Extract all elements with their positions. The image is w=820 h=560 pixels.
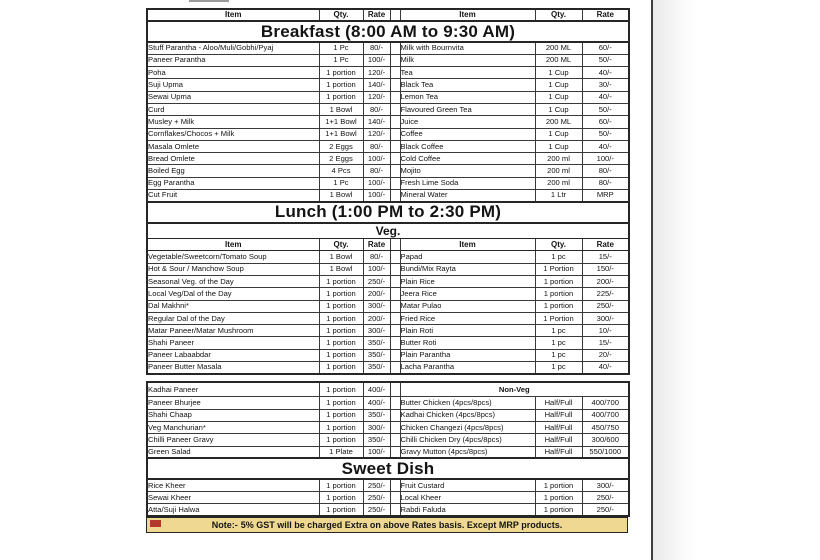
item-cell: Paneer Parantha [147, 54, 319, 66]
rate-cell: 80/- [363, 42, 390, 54]
item-cell: Milk [400, 54, 535, 66]
item-cell: Juice [400, 116, 535, 128]
item-cell: Boiled Egg [147, 165, 319, 177]
column-divider [390, 91, 400, 103]
menu-row [147, 312, 629, 324]
rate-cell: 100/- [363, 153, 390, 165]
item-cell: Chilli Paneer Gravy [147, 434, 319, 446]
gst-note-bar [146, 517, 628, 533]
rate-cell: 40/- [582, 140, 629, 152]
rate-cell: 300/- [363, 300, 390, 312]
item-cell: Sewai Upma [147, 91, 319, 103]
item-cell: Cornflakes/Chocos + Milk [147, 128, 319, 140]
item-cell: Kadhai Paneer [147, 382, 319, 397]
item-cell: Seasonal Veg. of the Day [147, 275, 319, 287]
item-cell: Matar Paneer/Matar Mushroom [147, 325, 319, 337]
item-cell: Vegetable/Sweetcorn/Tomato Soup [147, 251, 319, 263]
item-cell: Green Salad [147, 446, 319, 458]
qty-cell: 4 Pcs [319, 165, 363, 177]
qty-cell: 1 Portion [535, 263, 582, 275]
rate-cell: 20/- [582, 349, 629, 361]
rate-cell: 50/- [582, 54, 629, 66]
menu-row [147, 397, 629, 409]
qty-cell: 1 portion [319, 349, 363, 361]
column-divider [390, 165, 400, 177]
column-divider [390, 479, 400, 491]
item-cell: Tea [400, 67, 535, 79]
menu-row [147, 288, 629, 300]
title-row [147, 202, 629, 223]
item-cell: Plain Roti [400, 325, 535, 337]
column-divider [390, 382, 400, 397]
rate-cell: 100/- [363, 54, 390, 66]
rate-cell: 80/- [363, 140, 390, 152]
qty-cell: 1 portion [535, 275, 582, 287]
menu-row [147, 349, 629, 361]
qty-cell: 1 portion [535, 492, 582, 504]
menu-row [147, 177, 629, 189]
note-prefix: Note:- [211, 520, 238, 531]
menu-row [147, 492, 629, 504]
qty-cell: 200 ML [535, 54, 582, 66]
item-cell: Chicken Changezi (4pcs/8pcs) [400, 421, 535, 433]
rate-cell: 350/- [363, 349, 390, 361]
menu-row [147, 91, 629, 103]
item-cell: Black Coffee [400, 140, 535, 152]
rate-cell: 250/- [582, 492, 629, 504]
qty-cell: 1 Cup [535, 128, 582, 140]
qty-cell: Half/Full [535, 446, 582, 458]
menu-row [147, 263, 629, 275]
rate-cell: 40/- [582, 91, 629, 103]
column-divider [390, 275, 400, 287]
rate-cell: 15/- [582, 337, 629, 349]
column-divider [390, 492, 400, 504]
qty-cell: 1 Cup [535, 140, 582, 152]
qty-cell: 1 pc [535, 251, 582, 263]
qty-cell: 1 Cup [535, 79, 582, 91]
rate-cell: 225/- [582, 288, 629, 300]
rate-cell: 80/- [363, 251, 390, 263]
qty-cell: 1 portion [319, 325, 363, 337]
column-header: Rate [582, 239, 629, 251]
item-cell: Chilli Chicken Dry (4pcs/8pcs) [400, 434, 535, 446]
item-cell: Jeera Rice [400, 288, 535, 300]
column-header: Item [400, 239, 535, 251]
column-divider [390, 288, 400, 300]
rate-cell: 250/- [363, 275, 390, 287]
item-cell: Curd [147, 103, 319, 115]
rate-cell: 150/- [582, 263, 629, 275]
rate-cell: 350/- [363, 362, 390, 374]
item-cell: Hot & Sour / Manchow Soup [147, 263, 319, 275]
rate-cell: 250/- [363, 492, 390, 504]
qty-cell: 1 portion [319, 67, 363, 79]
qty-cell: 1 portion [319, 421, 363, 433]
rate-cell: 250/- [363, 504, 390, 516]
qty-cell: 1 portion [319, 504, 363, 516]
section-title: Lunch (1:00 PM to 2:30 PM) [147, 202, 629, 223]
item-cell: Matar Pulao [400, 300, 535, 312]
item-cell: Plain Rice [400, 275, 535, 287]
menu-row [147, 165, 629, 177]
rate-cell: 400/700 [582, 397, 629, 409]
column-divider [390, 9, 400, 21]
column-divider [390, 300, 400, 312]
rate-cell: 350/- [363, 337, 390, 349]
qty-cell: 1 Cup [535, 91, 582, 103]
qty-cell: 1 Bowl [319, 103, 363, 115]
qty-cell: 1 Cup [535, 103, 582, 115]
rate-cell: 400/- [363, 382, 390, 397]
item-cell: Butter Roti [400, 337, 535, 349]
rate-cell: 300/- [363, 421, 390, 433]
qty-cell: 1 portion [319, 434, 363, 446]
rate-cell: 60/- [582, 116, 629, 128]
rate-cell: 60/- [582, 42, 629, 54]
head-row [147, 9, 629, 21]
rate-cell: 550/1000 [582, 446, 629, 458]
menu-row [147, 362, 629, 374]
qty-cell: 1 portion [319, 382, 363, 397]
rate-cell: 10/- [582, 325, 629, 337]
item-cell: Bread Omlete [147, 153, 319, 165]
column-header: Rate [363, 239, 390, 251]
column-divider [390, 337, 400, 349]
page-edge-shadow [653, 0, 699, 560]
column-divider [390, 349, 400, 361]
item-cell: Mineral Water [400, 190, 535, 202]
rate-cell: 50/- [582, 128, 629, 140]
qty-cell: 1 portion [319, 409, 363, 421]
item-cell: Dal Makhni* [147, 300, 319, 312]
qty-cell: 1 portion [319, 288, 363, 300]
item-cell: Musley + Milk [147, 116, 319, 128]
rate-cell: 80/- [363, 165, 390, 177]
qty-cell: 1+1 Bowl [319, 116, 363, 128]
item-cell: Plain Parantha [400, 349, 535, 361]
column-divider [390, 190, 400, 202]
rate-cell: 30/- [582, 79, 629, 91]
column-divider [390, 42, 400, 54]
rate-cell: 15/- [582, 251, 629, 263]
title-row [147, 458, 629, 479]
column-divider [390, 409, 400, 421]
column-divider [390, 504, 400, 516]
qty-cell: 1 Pc [319, 54, 363, 66]
rate-cell: 100/- [363, 446, 390, 458]
qty-cell: 1 pc [535, 362, 582, 374]
menu-row [147, 446, 629, 458]
rate-cell: 80/- [582, 165, 629, 177]
rate-cell: 200/- [363, 312, 390, 324]
item-cell: Butter Chicken (4pcs/8pcs) [400, 397, 535, 409]
item-cell: Paneer Bhurjee [147, 397, 319, 409]
item-cell: Black Tea [400, 79, 535, 91]
menu-table [146, 381, 630, 517]
column-divider [390, 79, 400, 91]
rate-cell: 100/- [363, 190, 390, 202]
menu-row [147, 79, 629, 91]
rate-cell: 120/- [363, 128, 390, 140]
item-cell: Suji Upma [147, 79, 319, 91]
section-title: Sweet Dish [147, 458, 629, 479]
menu-row [147, 140, 629, 152]
item-cell: Egg Parantha [147, 177, 319, 189]
column-divider [390, 177, 400, 189]
rate-cell: 200/- [363, 288, 390, 300]
column-divider [390, 67, 400, 79]
rate-cell: 50/- [582, 103, 629, 115]
rate-cell: 300/- [582, 312, 629, 324]
item-cell: Bundi/Mix Rayta [400, 263, 535, 275]
nv-row [147, 382, 629, 397]
qty-cell: 1 Portion [535, 312, 582, 324]
qty-cell: 200 ml [535, 153, 582, 165]
rate-cell: 100/- [363, 263, 390, 275]
menu-row [147, 300, 629, 312]
rate-cell: 400/- [363, 397, 390, 409]
item-cell: Shahi Paneer [147, 337, 319, 349]
qty-cell: 1 portion [319, 312, 363, 324]
column-header: Item [147, 239, 319, 251]
qty-cell: 1 Plate [319, 446, 363, 458]
qty-cell: 1 portion [319, 91, 363, 103]
column-divider [390, 312, 400, 324]
column-header: Item [400, 9, 535, 21]
column-divider [390, 446, 400, 458]
rate-cell: 40/- [582, 67, 629, 79]
qty-cell: 1 pc [535, 337, 582, 349]
qty-cell: 1 portion [535, 288, 582, 300]
item-cell: Veg Manchurian* [147, 421, 319, 433]
column-header: Qty. [535, 9, 582, 21]
item-cell: Cut Fruit [147, 190, 319, 202]
column-divider [390, 434, 400, 446]
column-divider [390, 421, 400, 433]
head-row [147, 239, 629, 251]
item-cell: Fresh Lime Soda [400, 177, 535, 189]
menu-row [147, 128, 629, 140]
qty-cell: 1 Ltr [535, 190, 582, 202]
qty-cell: 1 Bowl [319, 263, 363, 275]
item-cell: Cold Coffee [400, 153, 535, 165]
rate-cell: 350/- [363, 409, 390, 421]
rate-cell: 350/- [363, 434, 390, 446]
item-cell: Milk with Bournvita [400, 42, 535, 54]
rate-cell: 200/- [582, 275, 629, 287]
item-cell: Regular Dal of the Day [147, 312, 319, 324]
rate-cell: 140/- [363, 79, 390, 91]
qty-cell: 200 ml [535, 165, 582, 177]
title-row [147, 21, 629, 42]
rate-cell: 120/- [363, 67, 390, 79]
item-cell: Atta/Suji Halwa [147, 504, 319, 516]
rate-cell: 100/- [363, 177, 390, 189]
item-cell: Lacha Parantha [400, 362, 535, 374]
item-cell: Papad [400, 251, 535, 263]
qty-cell: Half/Full [535, 421, 582, 433]
sub-row [147, 223, 629, 239]
column-divider [390, 239, 400, 251]
note-red-mark [150, 520, 161, 527]
qty-cell: 1 Cup [535, 67, 582, 79]
note-text: 5% GST will be charged Extra on above Rates basis. Except MRP products. [240, 520, 563, 531]
qty-cell: 1 portion [535, 504, 582, 516]
menu-row [147, 479, 629, 491]
menu-row [147, 337, 629, 349]
menu-row [147, 116, 629, 128]
rate-cell: 140/- [363, 116, 390, 128]
qty-cell: 1 portion [319, 492, 363, 504]
qty-cell: 1 portion [319, 479, 363, 491]
item-cell: Kadhai Chicken (4pcs/8pcs) [400, 409, 535, 421]
rate-cell: 300/600 [582, 434, 629, 446]
qty-cell: 2 Eggs [319, 140, 363, 152]
rate-cell: 300/- [582, 479, 629, 491]
item-cell: Fried Rice [400, 312, 535, 324]
item-cell: Masala Omlete [147, 140, 319, 152]
item-cell: Gravy Mutton (4pcs/8pcs) [400, 446, 535, 458]
rate-cell: 450/750 [582, 421, 629, 433]
qty-cell: 1 pc [535, 349, 582, 361]
menu-row [147, 54, 629, 66]
qty-cell: 1 portion [319, 275, 363, 287]
column-divider [390, 362, 400, 374]
rate-cell: 250/- [582, 504, 629, 516]
menu-row [147, 103, 629, 115]
menu-row [147, 421, 629, 433]
item-cell: Sewai Kheer [147, 492, 319, 504]
qty-cell: 1 portion [535, 479, 582, 491]
section-title: Breakfast (8:00 AM to 9:30 AM) [147, 21, 629, 42]
item-cell: Local Kheer [400, 492, 535, 504]
qty-cell: 200 ml [535, 177, 582, 189]
qty-cell: 1 portion [319, 362, 363, 374]
column-divider [390, 54, 400, 66]
menu-row [147, 153, 629, 165]
qty-cell: 200 ML [535, 116, 582, 128]
column-divider [390, 116, 400, 128]
qty-cell: 1 Pc [319, 42, 363, 54]
item-cell: Flavoured Green Tea [400, 103, 535, 115]
item-cell: Stuff Parantha - Aloo/Muli/Gobhi/Pyaj [147, 42, 319, 54]
item-cell: Paneer Butter Masala [147, 362, 319, 374]
qty-cell: 2 Eggs [319, 153, 363, 165]
rate-cell: 250/- [582, 300, 629, 312]
rate-cell: MRP [582, 190, 629, 202]
rate-cell: 100/- [582, 153, 629, 165]
column-header: Qty. [319, 9, 363, 21]
item-cell: Paneer Labaabdar [147, 349, 319, 361]
qty-cell: 1 portion [535, 300, 582, 312]
column-header: Rate [363, 9, 390, 21]
qty-cell: 1 pc [535, 325, 582, 337]
rate-cell: 300/- [363, 325, 390, 337]
item-cell: Poha [147, 67, 319, 79]
column-header: Rate [582, 9, 629, 21]
menu-row [147, 434, 629, 446]
menu-row [147, 251, 629, 263]
menu-row [147, 190, 629, 202]
rate-cell: 120/- [363, 91, 390, 103]
menu-row [147, 325, 629, 337]
item-cell: Coffee [400, 128, 535, 140]
qty-cell: 1 portion [319, 337, 363, 349]
rate-cell: 80/- [363, 103, 390, 115]
column-divider [390, 397, 400, 409]
qty-cell: Half/Full [535, 409, 582, 421]
qty-cell: 1 portion [319, 79, 363, 91]
menu-document [146, 8, 628, 533]
rate-cell: 40/- [582, 362, 629, 374]
qty-cell: 1 Bowl [319, 251, 363, 263]
menu-row [147, 504, 629, 516]
qty-cell: 1 Pc [319, 177, 363, 189]
rate-cell: 80/- [582, 177, 629, 189]
qty-cell: 200 ML [535, 42, 582, 54]
item-cell: Local Veg/Dal of the Day [147, 288, 319, 300]
qty-cell: 1 portion [319, 300, 363, 312]
rate-cell: 250/- [363, 479, 390, 491]
column-header: Qty. [535, 239, 582, 251]
qty-cell: 1 Bowl [319, 190, 363, 202]
column-header: Qty. [319, 239, 363, 251]
item-cell: Lemon Tea [400, 91, 535, 103]
column-header: Item [147, 9, 319, 21]
menu-row [147, 275, 629, 287]
rate-cell: 400/700 [582, 409, 629, 421]
item-cell: Mojito [400, 165, 535, 177]
column-divider [390, 263, 400, 275]
qty-cell: 1 portion [319, 397, 363, 409]
qty-cell: Half/Full [535, 397, 582, 409]
subsection-title: Veg. [147, 223, 629, 239]
cropped-text-remnant [181, 0, 251, 3]
column-divider [390, 325, 400, 337]
column-divider [390, 153, 400, 165]
menu-table [146, 8, 630, 375]
qty-cell: Half/Full [535, 434, 582, 446]
column-divider [390, 140, 400, 152]
nonveg-section-title: Non-Veg [400, 382, 629, 397]
qty-cell: 1+1 Bowl [319, 128, 363, 140]
item-cell: Rabdi Faluda [400, 504, 535, 516]
item-cell: Fruit Custard [400, 479, 535, 491]
menu-row [147, 409, 629, 421]
item-cell: Rice Kheer [147, 479, 319, 491]
item-cell: Shahi Chaap [147, 409, 319, 421]
column-divider [390, 251, 400, 263]
menu-row [147, 42, 629, 54]
column-divider [390, 128, 400, 140]
menu-row [147, 67, 629, 79]
column-divider [390, 103, 400, 115]
